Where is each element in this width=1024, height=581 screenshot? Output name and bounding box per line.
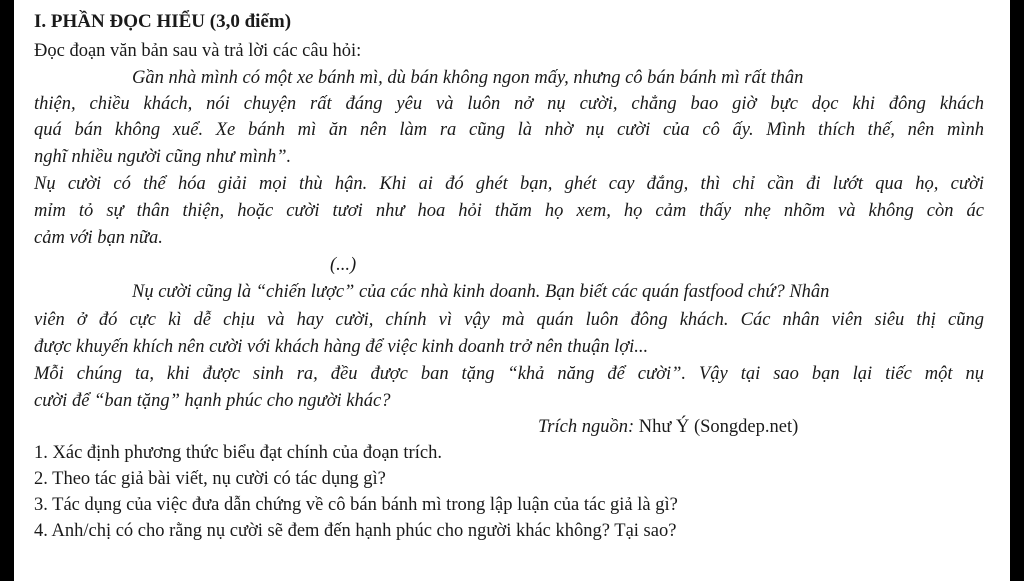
passage-line: Mỗi chúng ta, khi được sinh ra, đều được ban tặng “khả năng để cười”. Vậy tại sao bạn lại tiếc một nụ [34,364,984,384]
question-item: 2. Theo tác giả bài viết, nụ cười có tác dụng gì? [34,469,386,489]
passage-line: Nụ cười có thể hóa giải mọi thù hận. Khi ai đó ghét bạn, ghét cay đắng, thì chỉ cần đi lướt qua họ, cười [34,174,984,194]
passage-line: viên ở đó cực kì dễ chịu và hay cười, chính vì vậy mà quán luôn đông khách. Các nhân viên siêu thị cũng [34,310,984,330]
document-page [14,0,1010,581]
passage-line: cười để “ban tặng” hạnh phúc cho người khác? [34,391,391,411]
source-citation [538,416,798,438]
ellipsis-mark: (...) [330,255,357,275]
passage-line: được khuyến khích nên cười với khách hàng để việc kinh doanh trở nên thuận lợi... [34,337,649,357]
question-item: 1. Xác định phương thức biểu đạt chính của đoạn trích. [34,443,442,463]
passage-line: thiện, chiều khách, nói chuyện rất đáng yêu và luôn nở nụ cười, chẳng bao giờ bực dọc khi đông khách [34,94,984,114]
passage-line: mỉm tỏ sự thân thiện, hoặc cười tươi như hoa hỏi thăm họ xem, họ cảm thấy nhẹ nhõm và không còn ác [34,201,984,221]
instruction-text: Đọc đoạn văn bản sau và trả lời các câu hỏi: [34,41,362,61]
question-item: 3. Tác dụng của việc đưa dẫn chứng về cô bán bánh mì trong lập luận của tác giả là gì? [34,495,678,515]
passage-line: nghĩ nhiều người cũng như mình”. [34,147,292,167]
passage-line: quá bán không xuể. Xe bánh mì ăn nên làm ra cũng là nhờ nụ cười của cô ấy. Mình thích thế, nên mình [34,120,984,140]
question-item: 4. Anh/chị có cho rằng nụ cười sẽ đem đến hạnh phúc cho người khác không? Tại sao? [34,521,677,541]
passage-line: cảm với bạn nữa. [34,228,163,248]
section-heading: I. PHẦN ĐỌC HIỂU (3,0 điểm) [34,11,292,32]
source-label: Trích nguồn: [538,417,635,437]
passage-line: Gần nhà mình có một xe bánh mì, dù bán không ngon mấy, nhưng cô bán bánh mì rất thân [132,68,804,88]
source-value: Như Ý (Songdep.net) [638,417,799,437]
passage-line: Nụ cười cũng là “chiến lược” của các nhà kinh doanh. Bạn biết các quán fastfood chứ? Nhân [132,282,830,302]
